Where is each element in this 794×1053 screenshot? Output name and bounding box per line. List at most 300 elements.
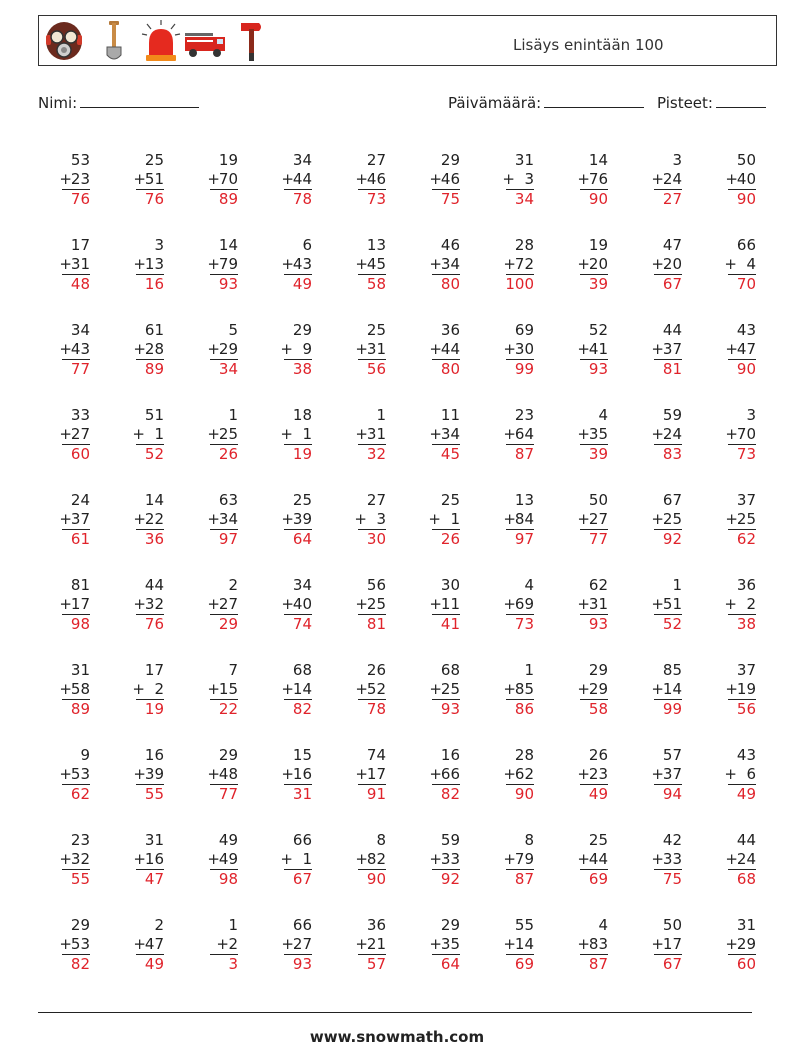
addend-1: 7 (228, 661, 238, 679)
addend-1: 1 (376, 406, 386, 424)
addend-2: 27 (588, 510, 608, 528)
addend-1: 8 (376, 831, 386, 849)
problem (252, 575, 312, 637)
problem (178, 235, 238, 297)
addend-1: 16 (440, 746, 460, 764)
addend-1: 1 (524, 661, 534, 679)
problem (30, 915, 90, 977)
addend-2: 31 (366, 425, 386, 443)
addend-1: 66 (292, 831, 312, 849)
sum-answer: 64 (440, 955, 460, 973)
sum-answer: 93 (588, 360, 608, 378)
sum-answer: 87 (514, 445, 534, 463)
addend-2: 16 (292, 765, 312, 783)
plus-operator: + (59, 510, 72, 528)
problem (326, 745, 386, 807)
problem (104, 830, 164, 892)
sum-answer: 26 (218, 445, 238, 463)
plus-operator: + (429, 850, 442, 868)
problem (104, 575, 164, 637)
plus-operator: + (133, 340, 146, 358)
addend-1: 36 (366, 916, 386, 934)
problem (252, 660, 312, 722)
sum-answer: 97 (218, 530, 238, 548)
plus-operator: + (503, 425, 516, 443)
addend-2: 47 (144, 935, 164, 953)
sum-answer: 91 (366, 785, 386, 803)
problem (400, 150, 460, 212)
addend-1: 3 (672, 151, 682, 169)
addend-2: 46 (440, 170, 460, 188)
addend-1: 34 (292, 576, 312, 594)
addend-2: 29 (736, 935, 756, 953)
plus-operator: + (725, 510, 738, 528)
addend-2: 32 (144, 595, 164, 613)
plus-operator: + (354, 510, 367, 528)
sum-answer: 83 (662, 445, 682, 463)
addend-2: 15 (218, 680, 238, 698)
problem (622, 405, 682, 467)
footer-site: www.snowmath.com (309, 1028, 485, 1046)
addend-2: 37 (662, 765, 682, 783)
addend-1: 1 (672, 576, 682, 594)
plus-operator: + (280, 425, 293, 443)
sum-answer: 93 (440, 700, 460, 718)
sum-answer: 29 (218, 615, 238, 633)
worksheet-title: Lisäys enintään 100 (513, 36, 664, 54)
problem (400, 490, 460, 552)
addend-1: 68 (292, 661, 312, 679)
addend-2: 51 (144, 170, 164, 188)
addend-2: 44 (292, 170, 312, 188)
addend-1: 13 (514, 491, 534, 509)
problem (252, 745, 312, 807)
addend-2: 44 (440, 340, 460, 358)
problem (622, 830, 682, 892)
sum-answer: 41 (440, 615, 460, 633)
sum-answer: 68 (736, 870, 756, 888)
plus-operator: + (651, 935, 664, 953)
addend-1: 29 (588, 661, 608, 679)
addend-1: 31 (70, 661, 90, 679)
problem (400, 405, 460, 467)
sum-answer: 93 (218, 275, 238, 293)
problem (548, 235, 608, 297)
addend-2: 40 (292, 595, 312, 613)
plus-operator: + (503, 850, 516, 868)
addend-2: 84 (514, 510, 534, 528)
addend-1: 31 (736, 916, 756, 934)
plus-operator: + (216, 935, 229, 953)
plus-operator: + (577, 935, 590, 953)
problem (178, 150, 238, 212)
sum-answer: 86 (514, 700, 534, 718)
addend-1: 17 (70, 236, 90, 254)
plus-operator: + (59, 765, 72, 783)
plus-operator: + (59, 680, 72, 698)
addend-1: 31 (514, 151, 534, 169)
sum-answer: 60 (70, 445, 90, 463)
problem (400, 320, 460, 382)
plus-operator: + (503, 340, 516, 358)
addend-2: 47 (736, 340, 756, 358)
plus-operator: + (429, 765, 442, 783)
addend-1: 25 (292, 491, 312, 509)
addend-1: 25 (440, 491, 460, 509)
problem (548, 830, 608, 892)
problem (326, 150, 386, 212)
addend-1: 1 (228, 406, 238, 424)
sum-answer: 58 (366, 275, 386, 293)
addend-1: 50 (736, 151, 756, 169)
addend-1: 29 (440, 916, 460, 934)
addend-2: 66 (440, 765, 460, 783)
problem (30, 575, 90, 637)
problem (178, 660, 238, 722)
addend-2: 1 (302, 425, 312, 443)
addend-1: 37 (736, 491, 756, 509)
sum-answer: 56 (366, 360, 386, 378)
problem (622, 490, 682, 552)
plus-operator: + (133, 255, 146, 273)
addend-2: 2 (154, 680, 164, 698)
addend-2: 85 (514, 680, 534, 698)
problem (30, 320, 90, 382)
problem (548, 490, 608, 552)
plus-operator: + (59, 850, 72, 868)
plus-operator: + (651, 765, 664, 783)
plus-operator: + (651, 595, 664, 613)
sum-answer: 49 (144, 955, 164, 973)
sum-answer: 82 (292, 700, 312, 718)
addend-2: 23 (70, 170, 90, 188)
plus-operator: + (503, 680, 516, 698)
problem (474, 150, 534, 212)
sum-answer: 57 (366, 955, 386, 973)
addend-2: 69 (514, 595, 534, 613)
addend-1: 8 (524, 831, 534, 849)
sum-answer: 90 (366, 870, 386, 888)
sum-answer: 38 (292, 360, 312, 378)
sum-answer: 77 (588, 530, 608, 548)
addend-2: 24 (662, 425, 682, 443)
plus-operator: + (651, 510, 664, 528)
problem (252, 405, 312, 467)
sum-answer: 55 (70, 870, 90, 888)
addend-1: 85 (662, 661, 682, 679)
sum-answer: 98 (70, 615, 90, 633)
plus-operator: + (502, 170, 515, 188)
problem (622, 745, 682, 807)
addend-2: 31 (70, 255, 90, 273)
plus-operator: + (207, 510, 220, 528)
addend-1: 13 (366, 236, 386, 254)
addend-2: 20 (662, 255, 682, 273)
addend-1: 62 (588, 576, 608, 594)
addend-1: 66 (736, 236, 756, 254)
plus-operator: + (725, 340, 738, 358)
addend-2: 14 (292, 680, 312, 698)
footer-divider (38, 1012, 752, 1013)
problem (474, 575, 534, 637)
problem (696, 150, 756, 212)
addend-2: 27 (70, 425, 90, 443)
addend-1: 16 (144, 746, 164, 764)
addend-2: 4 (746, 255, 756, 273)
problem (326, 915, 386, 977)
addend-1: 5 (228, 321, 238, 339)
addend-1: 4 (598, 406, 608, 424)
problem (622, 915, 682, 977)
addend-1: 68 (440, 661, 460, 679)
problem (622, 150, 682, 212)
sum-answer: 49 (292, 275, 312, 293)
sum-answer: 73 (514, 615, 534, 633)
addend-2: 72 (514, 255, 534, 273)
problem (104, 490, 164, 552)
addend-1: 2 (228, 576, 238, 594)
sum-answer: 3 (228, 955, 238, 973)
addend-1: 29 (70, 916, 90, 934)
sum-answer: 76 (144, 190, 164, 208)
sum-answer: 69 (514, 955, 534, 973)
addend-2: 34 (440, 255, 460, 273)
plus-operator: + (355, 425, 368, 443)
addend-2: 21 (366, 935, 386, 953)
sum-answer: 67 (662, 275, 682, 293)
problem (474, 660, 534, 722)
plus-operator: + (577, 340, 590, 358)
plus-operator: + (429, 935, 442, 953)
plus-operator: + (281, 255, 294, 273)
plus-operator: + (281, 595, 294, 613)
plus-operator: + (724, 255, 737, 273)
problem (548, 320, 608, 382)
sum-answer: 49 (736, 785, 756, 803)
plus-operator: + (651, 680, 664, 698)
sum-answer: 62 (70, 785, 90, 803)
plus-operator: + (651, 255, 664, 273)
plus-operator: + (133, 170, 146, 188)
sum-answer: 60 (736, 955, 756, 973)
addend-1: 47 (662, 236, 682, 254)
problem (30, 405, 90, 467)
addend-2: 32 (70, 850, 90, 868)
addend-2: 34 (440, 425, 460, 443)
plus-operator: + (503, 510, 516, 528)
addend-1: 36 (736, 576, 756, 594)
addend-2: 39 (292, 510, 312, 528)
addend-2: 33 (662, 850, 682, 868)
addend-2: 45 (366, 255, 386, 273)
sum-answer: 34 (514, 190, 534, 208)
problem (326, 405, 386, 467)
problem (400, 575, 460, 637)
addend-2: 14 (662, 680, 682, 698)
plus-operator: + (281, 935, 294, 953)
sum-answer: 52 (662, 615, 682, 633)
sum-answer: 32 (366, 445, 386, 463)
plus-operator: + (429, 680, 442, 698)
problem (178, 830, 238, 892)
addend-1: 18 (292, 406, 312, 424)
problem (548, 405, 608, 467)
addend-2: 6 (746, 765, 756, 783)
plus-operator: + (725, 425, 738, 443)
addend-1: 46 (440, 236, 460, 254)
problem (252, 150, 312, 212)
sum-answer: 81 (662, 360, 682, 378)
addend-2: 25 (218, 425, 238, 443)
addend-1: 19 (588, 236, 608, 254)
sum-answer: 100 (505, 275, 534, 293)
plus-operator: + (207, 340, 220, 358)
addend-2: 79 (218, 255, 238, 273)
addend-2: 43 (70, 340, 90, 358)
addend-2: 31 (588, 595, 608, 613)
sum-answer: 58 (588, 700, 608, 718)
date-label: Päivämäärä: (448, 94, 542, 112)
addend-2: 25 (440, 680, 460, 698)
sum-answer: 78 (292, 190, 312, 208)
problem (696, 660, 756, 722)
addend-2: 51 (662, 595, 682, 613)
addend-1: 44 (662, 321, 682, 339)
addend-1: 53 (70, 151, 90, 169)
addend-2: 27 (292, 935, 312, 953)
problem (326, 235, 386, 297)
addend-1: 30 (440, 576, 460, 594)
sum-answer: 31 (292, 785, 312, 803)
sum-answer: 89 (70, 700, 90, 718)
sum-answer: 97 (514, 530, 534, 548)
sum-answer: 34 (218, 360, 238, 378)
addend-2: 70 (218, 170, 238, 188)
sum-answer: 87 (514, 870, 534, 888)
addend-2: 20 (588, 255, 608, 273)
addend-2: 2 (746, 595, 756, 613)
addend-2: 82 (366, 850, 386, 868)
addend-1: 17 (144, 661, 164, 679)
problem (252, 490, 312, 552)
problem (474, 320, 534, 382)
plus-operator: + (577, 680, 590, 698)
addend-1: 69 (514, 321, 534, 339)
addend-1: 34 (292, 151, 312, 169)
addend-2: 22 (144, 510, 164, 528)
addend-2: 48 (218, 765, 238, 783)
plus-operator: + (281, 680, 294, 698)
addend-2: 28 (144, 340, 164, 358)
sum-answer: 77 (218, 785, 238, 803)
problem (178, 405, 238, 467)
addend-1: 57 (662, 746, 682, 764)
plus-operator: + (503, 255, 516, 273)
sum-answer: 75 (662, 870, 682, 888)
addend-1: 27 (366, 491, 386, 509)
problem (696, 235, 756, 297)
problem (548, 660, 608, 722)
addend-1: 59 (440, 831, 460, 849)
sum-answer: 75 (440, 190, 460, 208)
plus-operator: + (207, 850, 220, 868)
sum-answer: 19 (144, 700, 164, 718)
problem (104, 235, 164, 297)
sum-answer: 19 (292, 445, 312, 463)
plus-operator: + (577, 425, 590, 443)
problem (252, 830, 312, 892)
addend-2: 29 (588, 680, 608, 698)
addend-2: 53 (70, 765, 90, 783)
addend-1: 63 (218, 491, 238, 509)
sum-answer: 56 (736, 700, 756, 718)
plus-operator: + (725, 680, 738, 698)
addend-1: 55 (514, 916, 534, 934)
addend-1: 74 (366, 746, 386, 764)
addend-1: 51 (144, 406, 164, 424)
sum-answer: 81 (366, 615, 386, 633)
plus-operator: + (133, 510, 146, 528)
problem (252, 915, 312, 977)
sum-answer: 73 (736, 445, 756, 463)
problem (474, 235, 534, 297)
sum-answer: 67 (292, 870, 312, 888)
plus-operator: + (355, 765, 368, 783)
addend-1: 36 (440, 321, 460, 339)
plus-operator: + (577, 255, 590, 273)
problem (622, 660, 682, 722)
addend-2: 3 (376, 510, 386, 528)
plus-operator: + (651, 170, 664, 188)
addend-1: 66 (292, 916, 312, 934)
addend-2: 24 (662, 170, 682, 188)
addend-2: 1 (450, 510, 460, 528)
addend-2: 2 (228, 935, 238, 953)
sum-answer: 62 (736, 530, 756, 548)
problem (178, 915, 238, 977)
addend-2: 31 (366, 340, 386, 358)
sum-answer: 16 (144, 275, 164, 293)
addend-2: 16 (144, 850, 164, 868)
addend-1: 43 (736, 746, 756, 764)
problem (474, 830, 534, 892)
problem (696, 405, 756, 467)
sum-answer: 76 (70, 190, 90, 208)
addend-1: 24 (70, 491, 90, 509)
plus-operator: + (503, 935, 516, 953)
addend-2: 37 (70, 510, 90, 528)
plus-operator: + (725, 850, 738, 868)
addend-1: 59 (662, 406, 682, 424)
addend-1: 2 (154, 916, 164, 934)
addend-1: 3 (746, 406, 756, 424)
problem (696, 745, 756, 807)
plus-operator: + (355, 680, 368, 698)
sum-answer: 82 (440, 785, 460, 803)
plus-operator: + (577, 510, 590, 528)
problem (252, 235, 312, 297)
problem (30, 490, 90, 552)
problem (622, 575, 682, 637)
addend-1: 19 (218, 151, 238, 169)
sum-answer: 80 (440, 360, 460, 378)
sum-answer: 27 (662, 190, 682, 208)
addend-2: 1 (302, 850, 312, 868)
plus-operator: + (133, 850, 146, 868)
problem (178, 745, 238, 807)
sum-answer: 78 (366, 700, 386, 718)
problem (474, 745, 534, 807)
